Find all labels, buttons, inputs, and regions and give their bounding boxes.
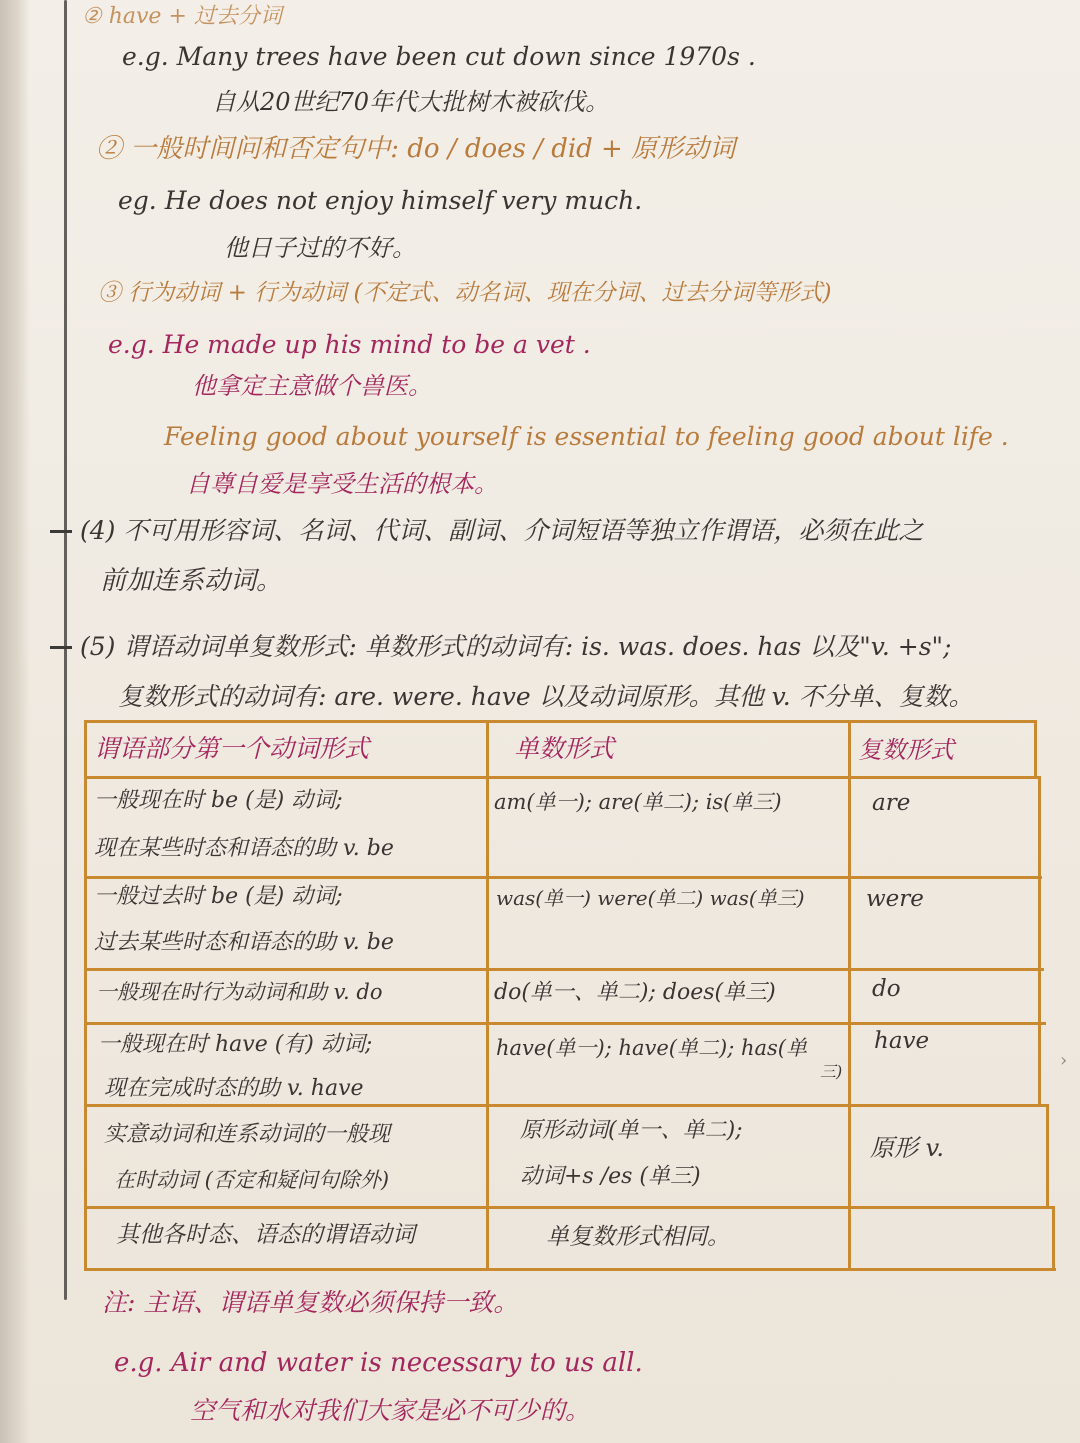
header-line: ② have + 过去分词	[82, 4, 282, 29]
row-3-singular: do(单一、单二); does(单三)	[494, 980, 776, 1005]
example-1-english: e.g. Many trees have been cut down since 1970s .	[122, 42, 756, 71]
example-4-chinese: 自尊自爱是享受生活的根本。	[186, 470, 498, 498]
row-4-plural: have	[874, 1028, 930, 1054]
table-rule	[1034, 720, 1037, 776]
bullet-dash	[50, 646, 72, 649]
row-4-singular-line-2: 三)	[820, 1062, 843, 1081]
rule-3: ③ 行为动词 + 行为动词 (不定式、动名词、现在分词、过去分词等形式)	[98, 280, 832, 306]
table-rule	[84, 876, 1042, 879]
row-5-singular-line-2: 动词+s /es (单三)	[520, 1164, 701, 1189]
table-rule	[84, 776, 1038, 779]
footer-note: 注: 主语、谓语单复数必须保持一致。	[102, 1288, 519, 1317]
example-3-english: e.g. He made up his mind to be a vet .	[108, 330, 591, 359]
row-5-singular-line-1: 原形动词(单一、单二);	[520, 1118, 743, 1143]
bullet-dash	[50, 530, 72, 533]
footer-example-english: e.g. Air and water is necessary to us all.	[114, 1348, 643, 1378]
rule-5-line-2: 复数形式的动词有: are. were. have 以及动词原形。其他 v. 不分单、复数。	[118, 682, 974, 711]
table-rule	[84, 720, 87, 1271]
table-rule	[84, 1022, 1046, 1025]
row-2-plural: were	[866, 886, 924, 912]
row-2-singular: was(单一) were(单二) was(单三)	[496, 886, 805, 910]
row-5-form-line-1: 实意动词和连系动词的一般现	[104, 1122, 391, 1147]
table-header-form: 谓语部分第一个动词形式	[94, 734, 370, 763]
row-4-form-line-2: 现在完成时态的助 v. have	[104, 1076, 364, 1101]
page-binding-shadow	[0, 0, 30, 1443]
table-rule	[84, 1104, 1048, 1107]
example-2-english: eg. He does not enjoy himself very much.	[118, 186, 643, 215]
table-rule	[848, 720, 851, 1271]
row-1-form-line-2: 现在某些时态和语态的助 v. be	[94, 836, 394, 861]
row-6-form-line-1: 其他各时态、语态的谓语动词	[116, 1222, 415, 1248]
row-3-form-line-1: 一般现在时行为动词和助 v. do	[96, 980, 383, 1004]
row-6-singular: 单复数形式相同。	[546, 1224, 730, 1250]
row-1-plural: are	[872, 790, 911, 816]
example-3-chinese: 他拿定主意做个兽医。	[192, 372, 432, 400]
margin-line	[64, 0, 67, 1300]
row-3-plural: do	[872, 976, 901, 1002]
footer-example-chinese: 空气和水对我们大家是必不可少的。	[190, 1396, 591, 1425]
row-5-form-line-2: 在时动词 (否定和疑问句除外)	[114, 1168, 390, 1192]
example-4-english: Feeling good about yourself is essential to feeling good about life .	[164, 422, 1009, 451]
row-2-form-line-2: 过去某些时态和语态的助 v. be	[94, 930, 394, 955]
row-4-singular-line-1: have(单一); have(单二); has(单	[496, 1036, 807, 1060]
table-rule	[84, 968, 1044, 971]
table-header-singular: 单数形式	[514, 734, 615, 763]
table-rule	[84, 1268, 1056, 1271]
table-rule	[1046, 1104, 1049, 1208]
table-rule	[486, 720, 489, 1271]
table-rule	[84, 1206, 1052, 1209]
example-1-chinese: 自从20世纪70年代大批树木被砍伐。	[212, 88, 610, 116]
rule-4-line-2: 前加连系动词。	[100, 566, 283, 596]
rule-4-line-1: (4) 不可用形容词、名词、代词、副词、介词短语等独立作谓语，必须在此之	[80, 516, 924, 545]
table-rule	[84, 720, 1036, 723]
rule-2: ② 一般时间问和否定句中: do / does / did + 原形动词	[96, 134, 736, 164]
row-1-singular: am(单一); are(单二); is(单三)	[494, 790, 782, 814]
table-header-plural: 复数形式	[858, 736, 954, 764]
row-4-form-line-1: 一般现在时 have (有) 动词;	[98, 1032, 373, 1057]
rule-5-line-1: (5) 谓语动词单复数形式: 单数形式的动词有: is. was. does. has 以及"v. +s";	[80, 632, 952, 661]
table-rule	[1052, 1206, 1055, 1271]
row-5-plural: 原形 v.	[870, 1134, 944, 1162]
example-2-chinese: 他日子过的不好。	[224, 234, 416, 262]
table-rule	[1038, 776, 1041, 1106]
row-1-form-line-1: 一般现在时 be (是) 动词;	[94, 788, 343, 813]
row-2-form-line-1: 一般过去时 be (是) 动词;	[94, 884, 343, 909]
chevron-right-icon: ›	[1060, 1050, 1068, 1071]
